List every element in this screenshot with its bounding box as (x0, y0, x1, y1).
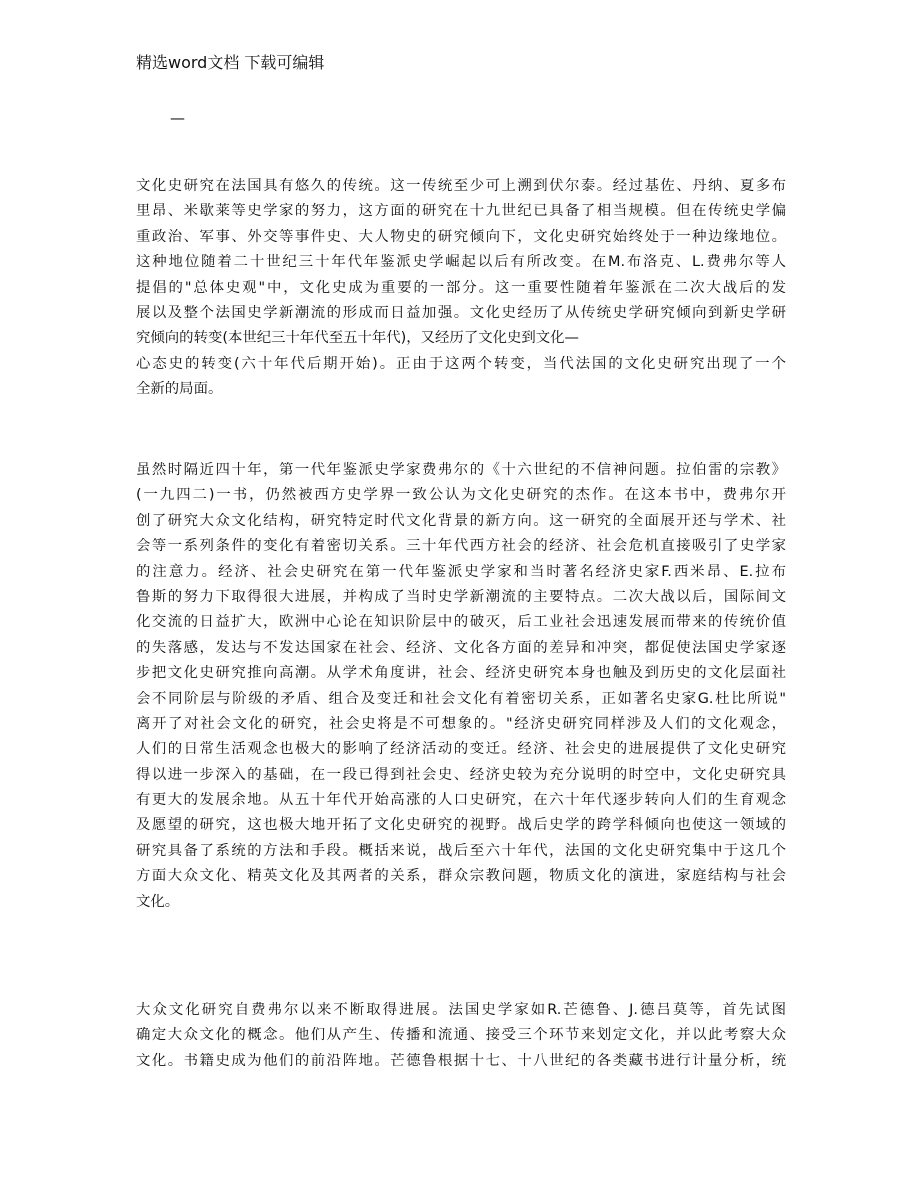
text-line: 文化。 (136, 893, 180, 910)
text-line: 虽然时隔近四十年，第一代年鉴派史学家费弗尔的《十六世纪的不信神问题。拉伯雷的宗教》 (136, 462, 786, 478)
text-line: 心态史的转变(六十年代后期开始)。正由于这两个转变，当代法国的文化史研究出现了一个 (136, 355, 786, 372)
text-line: 文化。书籍史成为他们的前沿阵地。芒德鲁根据十七、十八世纪的各类藏书进行计量分析，统 (136, 1052, 786, 1069)
text-line: 的注意力。经济、社会史研究在第一代年鉴派史学家和当时著名经济史家F.西米昂、E.拉布 (136, 563, 786, 580)
text-line: 人们的日常生活观念也极大的影响了经济活动的变迁。经济、社会史的进展提供了文化史研究 (136, 741, 786, 758)
text-line: 会等一系列条件的变化有着密切关系。三十年代西方社会的经济、社会危机直接吸引了史学家 (136, 538, 786, 555)
text-line: 文化史研究在法国具有悠久的传统。这一传统至少可上溯到伏尔泰。经过基佐、丹纳、夏多布 (136, 178, 786, 194)
text-line: 方面大众文化、精英文化及其两者的关系，群众宗教问题，物质文化的演进，家庭结构与社会 (136, 868, 786, 885)
paragraph-1 (136, 174, 786, 403)
text-line: 重政治、军事、外交等事件史、大人物史的研究倾向下，文化史研究始终处于一种边缘地位。 (136, 228, 786, 245)
text-line: 会不同阶层与阶级的矛盾、组合及变迁和社会文化有着密切关系，正如著名史家G.杜比所说" (136, 690, 786, 707)
document-header: 精选word文档 下载可编辑 (136, 53, 325, 72)
text-line: 得以进一步深入的基础，在一段已得到社会史、经济史较为充分说明的时空中，文化史研究具 (136, 766, 786, 783)
paragraph-2 (136, 458, 786, 915)
section-dash: — (170, 109, 185, 127)
text-line: 这种地位随着二十世纪三十年代年鉴派史学崛起以后有所改变。在M.布洛克、L.费弗尔等人 (136, 254, 786, 271)
text-line: 确定大众文化的概念。他们从产生、传播和流通、接受三个环节来划定文化，并以此考察大众 (136, 1027, 786, 1044)
text-line: (一九四二)一书，仍然被西方史学界一致公认为文化史研究的杰作。在这本书中，费弗尔开 (136, 487, 786, 504)
text-line: 有更大的发展余地。从五十年代开始高涨的人口史研究，在六十年代逐步转向人们的生育观念 (136, 792, 786, 809)
text-line: 的失落感，发达与不发达国家在社会、经济、文化各方面的差异和冲突，都促使法国史学家逐 (136, 639, 786, 656)
paragraph-3 (136, 998, 786, 1074)
text-line: 里昂、米歇莱等史学家的努力，这方面的研究在十九世纪已具备了相当规模。但在传统史学偏 (136, 203, 786, 220)
text-line: 提倡的"总体史观"中，文化史成为重要的一部分。这一重要性随着年鉴派在二次大战后的发 (136, 279, 786, 296)
text-line: 及愿望的研究，这也极大地开拓了文化史研究的视野。战后史学的跨学科倾向也使这一领域的 (136, 817, 786, 834)
text-line: 创了研究大众文化结构，研究特定时代文化背景的新方向。这一研究的全面展开还与学术、社 (136, 512, 786, 529)
text-line: 大众文化研究自费弗尔以来不断取得进展。法国史学家如R.芒德鲁、J.德吕莫等，首先试图 (136, 1002, 786, 1018)
text-line: 研究具备了系统的方法和手段。概括来说，战后至六十年代，法国的文化史研究集中于这几个 (136, 842, 786, 859)
text-line: 化交流的日益扩大，欧洲中心论在知识阶层中的破灭，后工业社会迅速发展而带来的传统价值 (136, 614, 786, 631)
text-line: 离开了对社会文化的研究，社会史将是不可想象的。"经济史研究同样涉及人们的文化观念， (136, 715, 786, 732)
text-line: 鲁斯的努力下取得很大进展，并构成了当时史学新潮流的主要特点。二次大战以后，国际间文 (136, 588, 786, 605)
text-line: 步把文化史研究推向高潮。从学术角度讲，社会、经济史研究本身也触及到历史的文化层面社 (136, 665, 786, 682)
text-line: 展以及整个法国史学新潮流的形成而日益加强。文化史经历了从传统史学研究倾向到新史学研 (136, 304, 786, 321)
text-line: 全新的局面。 (136, 381, 223, 398)
text-line: 究倾向的转变(本世纪三十年代至五十年代)，又经历了文化史到文化— (136, 330, 579, 347)
